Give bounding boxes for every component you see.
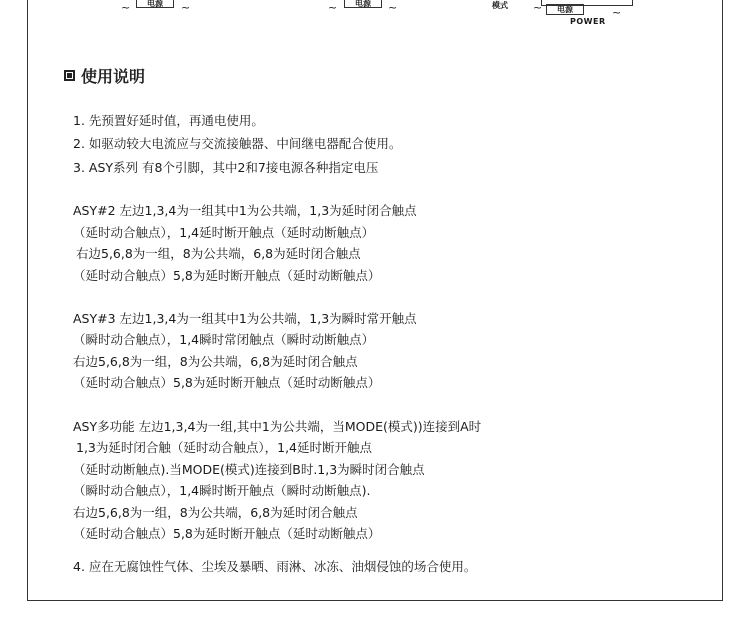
asy2-line: （延时动合触点）5,8为延时断开触点（延时动断触点） (73, 268, 381, 283)
asy3-line: ASY#3 左边1,3,4为一组其中1为公共端，1,3为瞬时常开触点 (73, 311, 417, 326)
asy2-line: 右边5,6,8为一组，8为公共端，6,8为延时闭合触点 (76, 246, 361, 261)
ac-tilde: ~ (388, 1, 398, 14)
power-label: POWER (570, 17, 606, 26)
ac-tilde: ~ (612, 6, 622, 19)
asy3-line: （瞬时动合触点），1,4瞬时常闭触点（瞬时动断触点） (73, 332, 375, 347)
power-box: 电源 (136, 0, 174, 8)
ac-tilde: ~ (121, 1, 131, 14)
section-heading (64, 64, 145, 87)
ac-tilde: ~ (328, 1, 338, 14)
asy-multi-line: 右边5,6,8为一组，8为公共端，6,8为延时闭合触点 (73, 505, 358, 520)
ac-tilde: ~ (181, 1, 191, 14)
ac-tilde: ~ (533, 1, 543, 14)
power-box: 电源 (344, 0, 382, 8)
square-bullet-icon (64, 70, 75, 81)
asy-multi-line: （延时动断触点).当MODE(模式)连接到B时.1,3为瞬时闭合触点 (73, 462, 425, 477)
asy3-line: （延时动合触点）5,8为延时断开触点（延时动断触点） (73, 375, 381, 390)
asy-multi-line: 1,3为延时闭合触（延时动合触点），1,4延时断开触点 (76, 440, 373, 455)
asy-multi-line: （延时动合触点）5,8为延时断开触点（延时动断触点） (73, 526, 381, 541)
asy2-line: ASY#2 左边1,3,4为一组其中1为公共端，1,3为延时闭合触点 (73, 203, 417, 218)
asy3-line: 右边5,6,8为一组，8为公共端，6,8为延时闭合触点 (73, 354, 358, 369)
instruction-item: 4. 应在无腐蚀性气体、尘埃及暴晒、雨淋、冰冻、油烟侵蚀的场合使用。 (73, 559, 477, 574)
page-title: 使用说明 (81, 67, 146, 86)
instruction-item: 2. 如驱动较大电流应与交流接触器、中间继电器配合使用。 (73, 136, 402, 151)
instruction-item: 1. 先预置好延时值，再通电使用。 (73, 113, 264, 128)
asy2-line: （延时动合触点），1,4延时断开触点（延时动断触点） (73, 225, 375, 240)
asy-multi-line: ASY多功能 左边1,3,4为一组,其中1为公共端，当MODE(模式))连接到A时 (73, 419, 482, 434)
mode-label: 模式 (492, 1, 508, 10)
power-box: 电源 (546, 4, 584, 15)
asy-multi-line: （瞬时动合触点），1,4瞬时断开触点（瞬时动断触点). (73, 483, 371, 498)
instruction-item: 3. ASY系列 有8个引脚，其中2和7接电源各种指定电压 (73, 160, 379, 175)
